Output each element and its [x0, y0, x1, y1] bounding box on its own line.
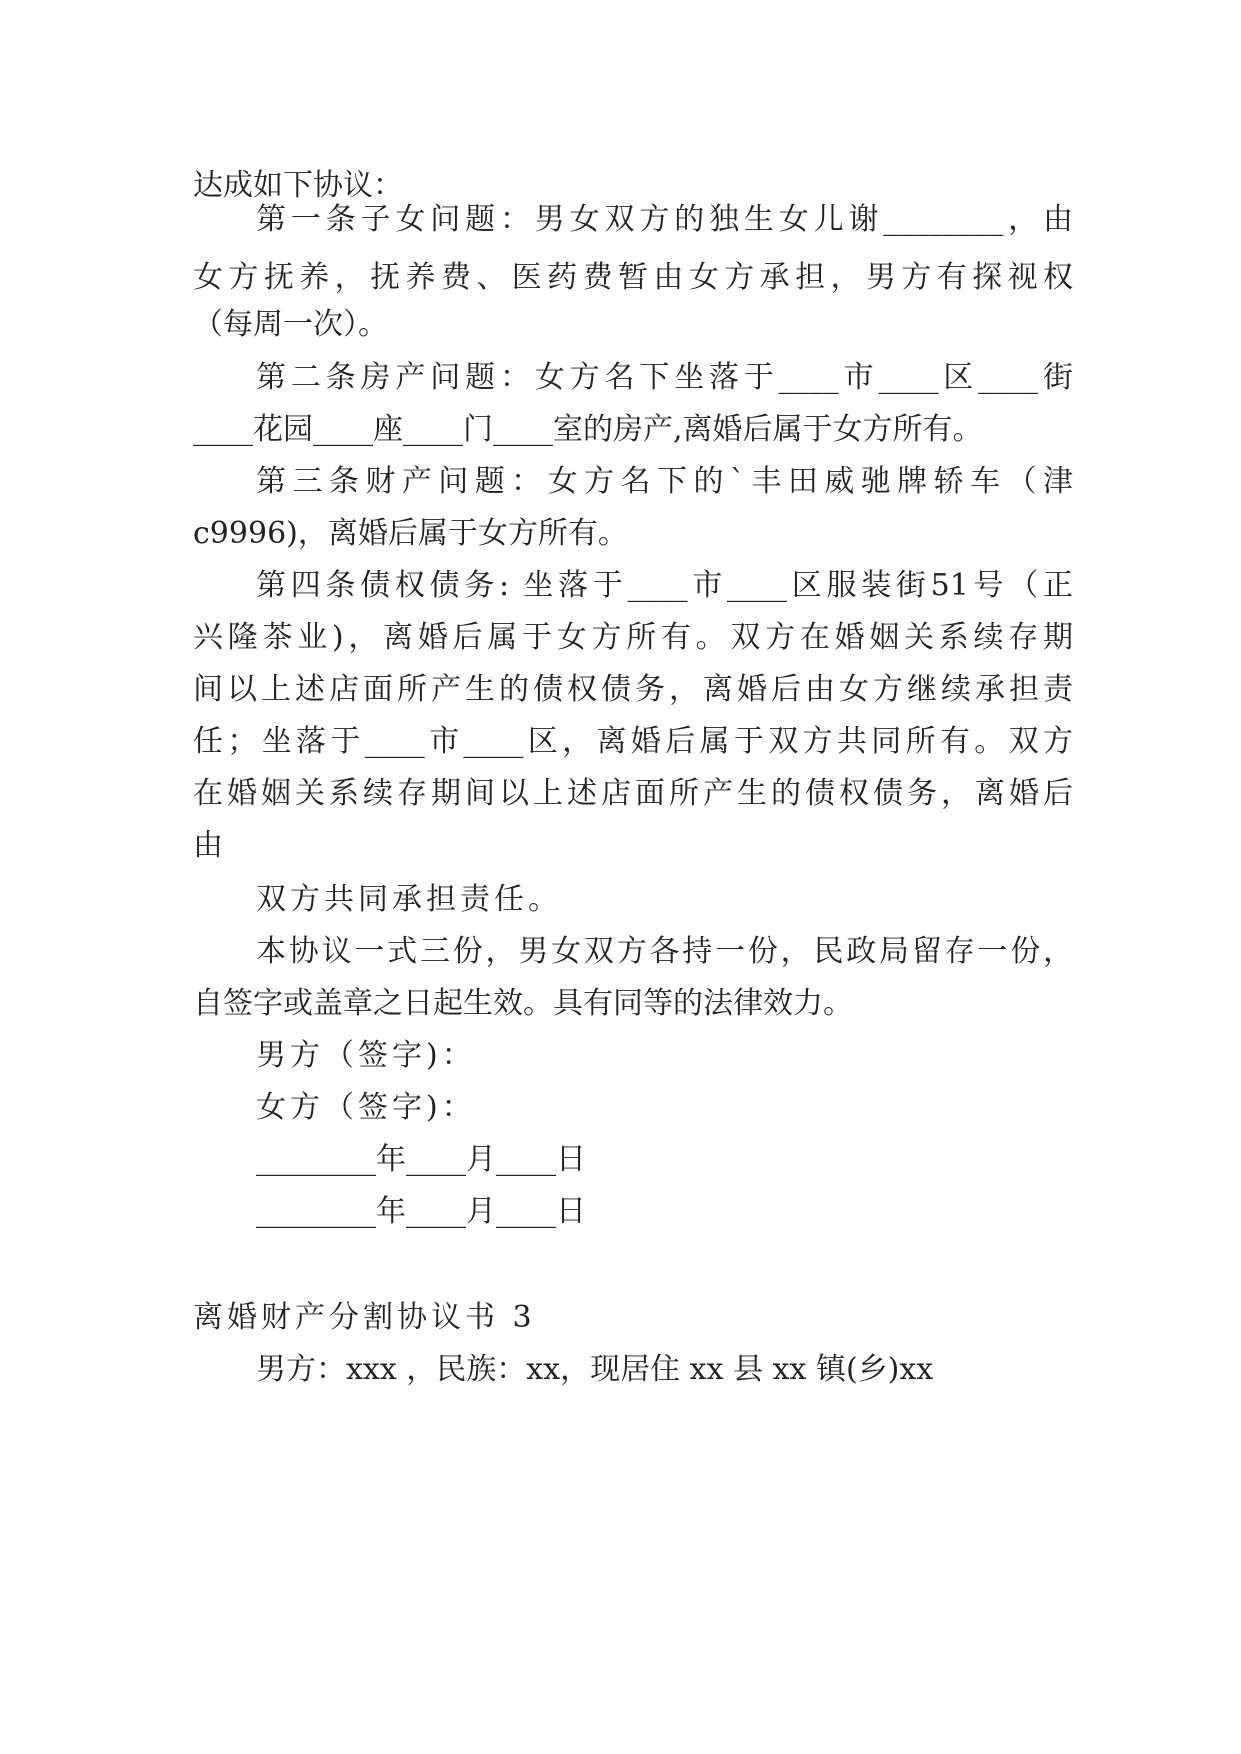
agreement-intro: 达成如下协议： — [193, 168, 403, 203]
clause-1-line-1: 第一条子女问题：男女双方的独生女儿谢________，由 — [256, 202, 1073, 237]
clause-1-line-2: 女方抚养，抚养费、医药费暂由女方承担，男方有探视权 — [193, 260, 1073, 295]
male-party-info: 男方：xxx ，民族：xx，现居住 xx 县 xx 镇(乡)xx — [256, 1352, 934, 1387]
copies-clause-line-2: 自签字或盖章之日起生效。具有同等的法律效力。 — [193, 986, 853, 1021]
clause-4-line-1: 第四条债权债务: 坐落于____市____区服装街51号（正 — [256, 568, 1073, 603]
copies-clause-line-1: 本协议一式三份，男女双方各持一份，民政局留存一份， — [256, 934, 1073, 969]
section-heading: 离婚财产分割协议书 3 — [193, 1300, 536, 1335]
clause-1-line-3: （每周一次）。 — [193, 307, 388, 342]
clause-2-line-2: ____花园____座____门____室的房产,离婚后属于女方所有。 — [193, 412, 983, 447]
male-signature-label: 男方（签字)： — [256, 1038, 476, 1073]
clause-3-line-1: 第三条财产问题：女方名下的`丰田威驰牌轿车（津 — [256, 464, 1073, 499]
clause-4-line-5: 在婚姻关系续存期间以上述店面所产生的债权债务，离婚后 — [193, 776, 1073, 811]
clause-4-line-3: 间以上述店面所产生的债权债务，离婚后由女方继续承担责 — [193, 672, 1073, 707]
clause-4-line-4: 任；坐落于____市____区，离婚后属于双方共同所有。双方 — [193, 724, 1073, 759]
signature-date-2: ________年____月____日 — [256, 1194, 586, 1229]
clause-4-line-2: 兴隆茶业)，离婚后属于女方所有。双方在婚姻关系续存期 — [193, 620, 1073, 655]
clause-3-line-2: c9996)，离婚后属于女方所有。 — [193, 516, 628, 551]
clause-4-continuation: 双方共同承担责任。 — [256, 882, 562, 917]
signature-date-1: ________年____月____日 — [256, 1142, 586, 1177]
clause-4-line-6: 由 — [193, 828, 223, 863]
female-signature-label: 女方（签字)： — [256, 1090, 476, 1125]
clause-2-line-1: 第二条房产问题：女方名下坐落于____市____区____街 — [256, 360, 1073, 395]
